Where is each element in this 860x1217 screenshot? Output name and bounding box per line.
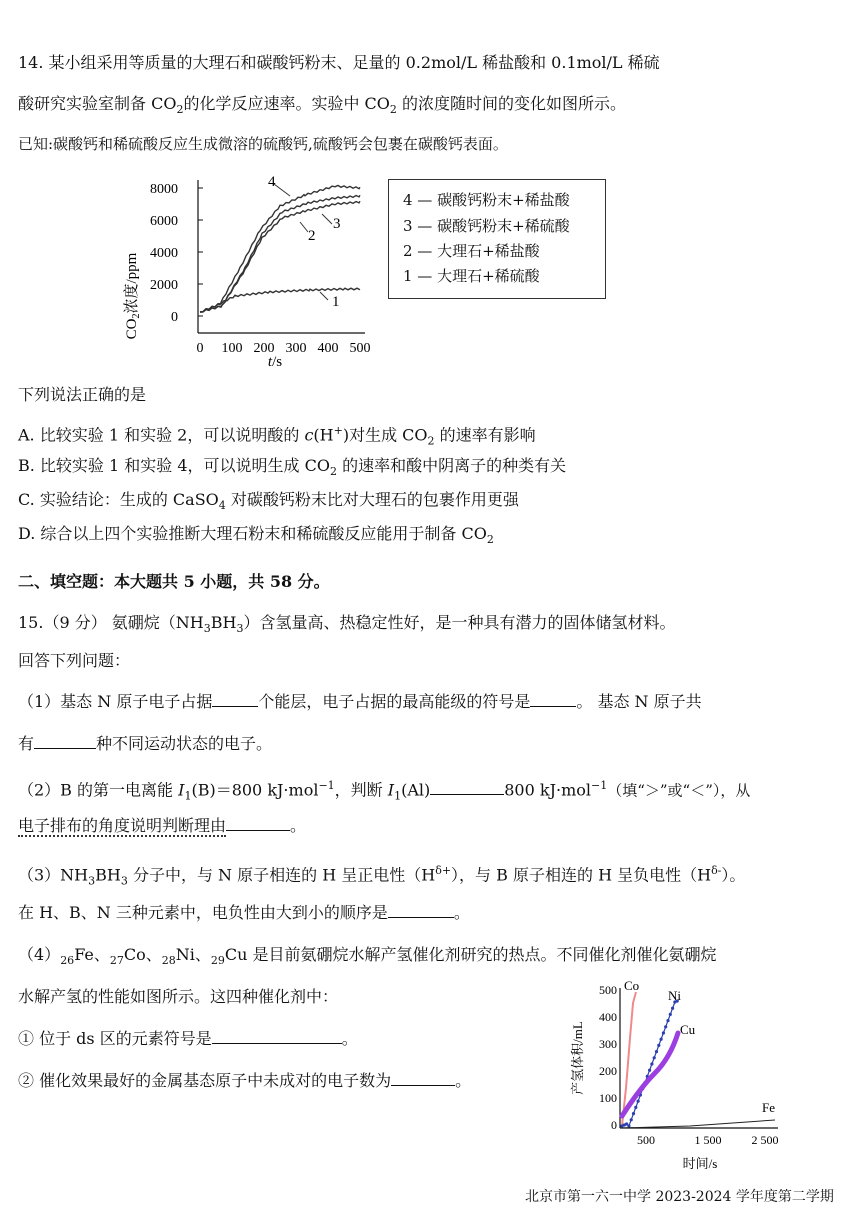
q14-line2: 酸研究实验室制备 $CO_2$的化学反应速率。实验中 $CO_2$ 的浓度随时间的变化如图所示。: [18, 94, 627, 117]
ni-point: [648, 1069, 651, 1072]
q14-option-a: A. 比较实验 1 和实验 2，可以说明酸的 c(H+)对生成 $CO_2$ 的速率有影响: [18, 424, 536, 448]
chart2-ytick: 0: [611, 1118, 617, 1132]
chart1-ytick: 0: [171, 310, 178, 325]
chart1-xtick: 300: [285, 341, 307, 356]
chart2-ylabel: 产氢体积/mL: [570, 1021, 585, 1095]
co2-concentration-chart: [110, 168, 380, 378]
ni-point: [653, 1056, 656, 1059]
chart2-xtick: 1 500: [694, 1133, 722, 1147]
q14-option-b: B. 比较实验 1 和实验 4，可以说明生成 $CO_2$ 的速率和酸中阴离子的种类有关: [18, 456, 567, 479]
q15-part3: $(3)NH_3BH_3$ 分子中，与 N 原子相连的 H 呈正电性$(H^{\delta+})$，与 B 原子相连的 H 呈负电性$(H^{\delta-})$。: [18, 864, 746, 888]
page-footer: 北京市第一六一中学 2023-2024 学年度第二学期: [525, 1189, 834, 1205]
ni-point: [664, 1025, 667, 1028]
ni-point: [632, 1112, 635, 1115]
chart1-xtick: 0: [196, 341, 204, 356]
q15-intro: 15.（9 分） 氨硼烷$(NH_3BH_3)$含氢量高、热稳定性好，是一种具有潜力的固体储氢材料。: [18, 613, 676, 636]
blank-4[interactable]: [430, 779, 504, 795]
chart2-ytick: 100: [599, 1091, 617, 1105]
chart1-ytick: 4000: [150, 246, 178, 261]
chart1-xtick: 100: [221, 341, 243, 356]
chart1-legend: [388, 179, 606, 299]
q15-part1-cont: 有 种不同运动状态的电子。: [18, 734, 273, 753]
ni-point: [655, 1050, 658, 1053]
curve-2-label: 2: [308, 228, 316, 244]
blank-7[interactable]: [212, 1028, 342, 1044]
chart2-ytick: 500: [599, 983, 617, 997]
hydrogen-volume-chart: [560, 978, 790, 1176]
ni-point: [650, 1062, 653, 1065]
chart1-xtick: 400: [317, 341, 339, 356]
blank-5[interactable]: [226, 815, 290, 831]
chart2-series-label-cu: Cu: [680, 1022, 696, 1037]
chart2-xlabel: 时间/s: [682, 1156, 718, 1171]
q15-part2-cont: 电子排布的角度说明判断理由 。: [18, 816, 307, 835]
chart2-series-label-co: Co: [624, 978, 640, 993]
chart1-ylabel: $CO_2$浓度/ppm: [124, 252, 142, 340]
chart2-ytick: 300: [599, 1037, 617, 1051]
chart2-series-label-fe: Fe: [762, 1100, 775, 1115]
legend-item-4: 4 — 碳酸钙粉末+稀盐酸: [403, 191, 570, 209]
q15-part4-item1: ① 位于 ds 区的元素符号是 。: [18, 1029, 358, 1048]
curve-3-label: 3: [333, 216, 341, 232]
chart2-xtick: 500: [637, 1133, 655, 1147]
blank-6[interactable]: [388, 902, 454, 918]
ni-point: [637, 1100, 640, 1103]
chart1-ytick: 2000: [150, 278, 178, 293]
section2-heading: 二、填空题：本大题共 5 小题，共 58 分。: [18, 572, 330, 591]
q15-part4-item2: ② 催化效果最好的金属基态原子中未成对的电子数为 。: [18, 1071, 472, 1090]
q14-option-d: D. 综合以上四个实验推断大理石粉末和稀硫酸反应能用于制备 $CO_2$: [18, 524, 494, 547]
ni-point: [657, 1044, 660, 1047]
chart1-ytick: 6000: [150, 214, 178, 229]
curve-4-label: 4: [268, 174, 276, 190]
ni-point: [662, 1031, 665, 1034]
ni-point: [627, 1124, 630, 1127]
q14-option-c: C. 实验结论：生成的 CaSO$_4$ 对碳酸钙粉末比对大理石的包裹作用更强: [18, 490, 519, 513]
ni-point: [669, 1013, 672, 1016]
chart1-xtick: 500: [349, 341, 371, 356]
ni-point: [660, 1038, 663, 1041]
chart2-ytick: 200: [599, 1064, 617, 1078]
q15-part4: $(4)_{26}Fe$、$_{27}$Co、$_{28}$Ni、$_{29}$Cu 是目前氨硼烷水解产氢催化剂研究的热点。不同催化剂催化氨硼烷: [18, 945, 717, 968]
blank-1[interactable]: [212, 691, 258, 707]
ni-point: [671, 1007, 674, 1010]
legend-item-2: 2 — 大理石+稀盐酸: [403, 242, 540, 260]
ni-point: [630, 1118, 633, 1121]
chart1-xtick: 200: [253, 341, 275, 356]
fe-curve: [620, 1120, 775, 1128]
blank-3[interactable]: [34, 733, 96, 749]
chart2-ytick: 400: [599, 1010, 617, 1024]
ni-point: [666, 1019, 669, 1022]
legend-item-3: 3 — 碳酸钙粉末+稀硫酸: [403, 217, 570, 235]
q15-answer-prompt: 回答下列问题：: [18, 651, 131, 670]
blank-2[interactable]: [530, 691, 576, 707]
chart2-xtick: 2 500: [751, 1133, 779, 1147]
blank-8[interactable]: [391, 1070, 455, 1086]
q15-part2: （2）B 的第一电离能 $I_1(B)=800$ kJ·mol$^{-1}$，判断 $I_1(Al)$ 800 kJ·mol$^{-1}$（填“＞”或“＜”），从: [18, 779, 751, 803]
ni-point: [634, 1106, 637, 1109]
q14-line1: 14. 某小组采用等质量的大理石和碳酸钙粉末、足量的 0.2mol/L 稀盐酸和 0.1mol/L 稀硫: [18, 53, 660, 72]
q15-part3-cont: 在 H、B、N 三种元素中，电负性由大到小的顺序是 。: [18, 903, 470, 922]
legend-item-1: 1 — 大理石+稀硫酸: [403, 267, 540, 285]
q15-part1: （1）基态 N 原子电子占据 个能层，电子占据的最高能级的符号是 。 基态 N 原子共: [18, 692, 702, 711]
curve-1-label: 1: [332, 294, 340, 310]
q15-part4-cont: 水解产氢的性能如图所示。这四种催化剂中：: [18, 987, 339, 1006]
chart1-ytick: 8000: [150, 182, 178, 197]
q14-question: 下列说法正确的是: [18, 385, 147, 404]
chart1-xlabel: t/s: [267, 354, 283, 370]
chart2-series-label-ni: Ni: [668, 988, 681, 1003]
q14-known: 已知:碳酸钙和稀硫酸反应生成微溶的硫酸钙,硫酸钙会包裹在碳酸钙表面。: [18, 135, 508, 153]
